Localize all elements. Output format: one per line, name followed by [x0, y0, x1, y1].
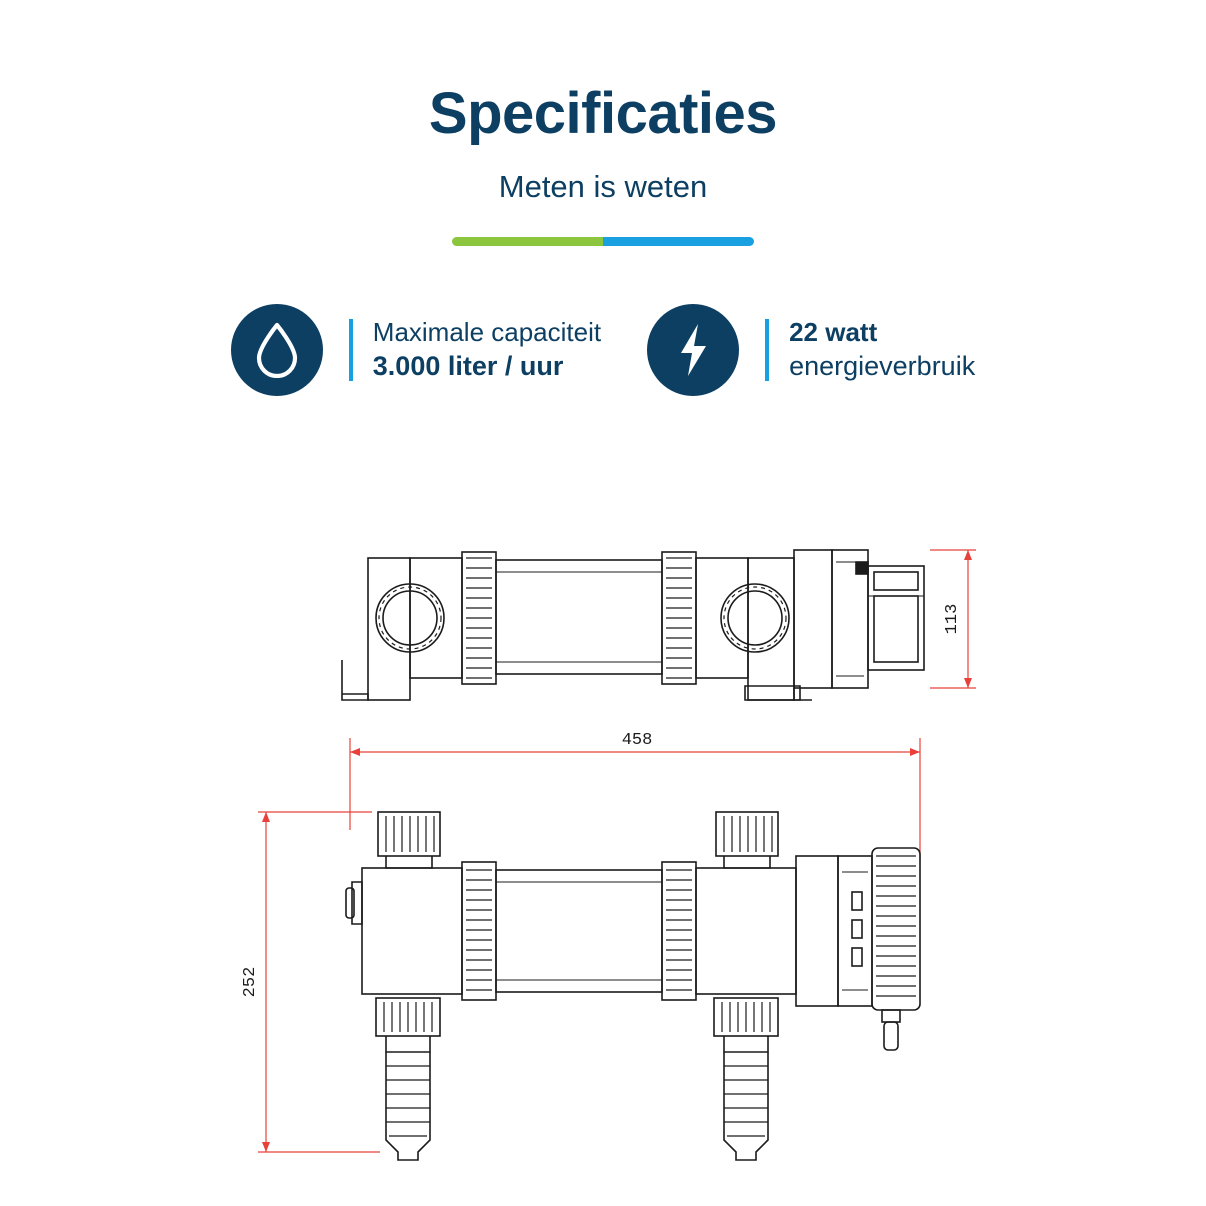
- feature-accent-bar: [765, 319, 769, 381]
- divider-green-segment: [452, 237, 603, 246]
- technical-drawing: [0, 500, 1206, 1206]
- feature-capacity-value: 3.000 liter / uur: [372, 351, 564, 382]
- feature-power-text: [789, 315, 975, 385]
- feature-power-value: 22 watt: [789, 316, 878, 347]
- page-subtitle: Meten is weten: [498, 168, 708, 204]
- feature-capacity: [231, 304, 601, 396]
- accent-divider: [452, 237, 754, 246]
- dim-label-458: 458: [621, 731, 653, 750]
- lightning-bolt-icon: [647, 304, 739, 396]
- feature-power: [647, 304, 975, 396]
- header: [0, 0, 1206, 246]
- feature-capacity-text: [373, 315, 601, 385]
- feature-list: [0, 304, 1206, 396]
- feature-power-label: energieverbruik: [789, 351, 976, 382]
- divider-blue-segment: [603, 237, 754, 246]
- dim-label-113: 113: [943, 603, 962, 635]
- feature-capacity-label: Maximale capaciteit: [372, 316, 602, 347]
- page-title: Specificaties: [428, 81, 778, 146]
- water-drop-icon: [231, 304, 323, 396]
- feature-accent-bar: [349, 319, 353, 381]
- dim-label-252: 252: [241, 966, 260, 998]
